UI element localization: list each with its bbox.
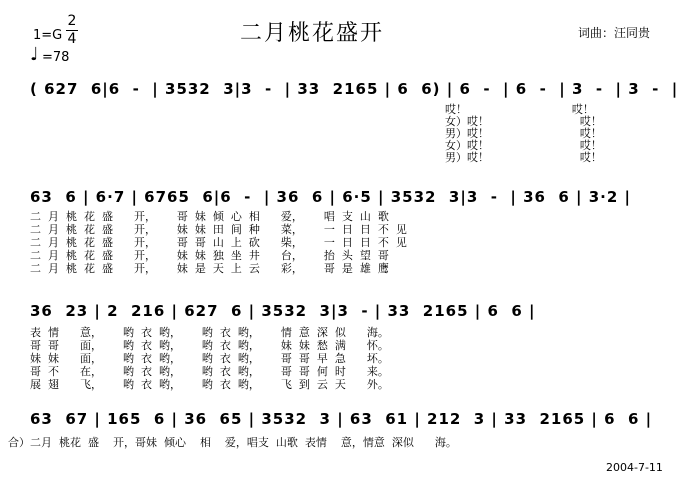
tempo: =78: [42, 50, 70, 65]
system-1-notes: ( 627 6|6 - | 3532 3|3 - | 33 2165 | 6 6) | 6 - | 6 - | 3 - | 3 - |: [30, 80, 679, 98]
lyric-line: 二 月 桃 花 盛 开， 哥 哥 山 上 砍 柴， 一 日 日 不 见: [30, 236, 407, 249]
system-1-lyrics: [445, 104, 602, 164]
chorus-lyrics: 合）二月 桃花 盛 开，哥妹 倾心 相 爱，唱支 山歌 表情 意，情意 深似 海。: [8, 436, 457, 449]
lyric-line: 女）哎！ 哎！: [445, 139, 602, 152]
date: 2004-7-11: [606, 461, 663, 474]
credit: 词曲：汪同贵: [578, 26, 651, 40]
key-signature: 1=G: [33, 28, 63, 43]
system-3-lyrics: [30, 326, 389, 391]
system-2-notes: 63 6 | 6·7 | 6765 6|6 - | 36 6 | 6·5 | 3532 3|3 - | 36 6 | 3·2 |: [30, 188, 632, 206]
lyric-line: 男）哎！ 哎！: [445, 151, 602, 164]
system-4-notes: 63 67 | 165 6 | 36 65 | 3532 3 | 63 61 | 212 3 | 33 2165 | 6 6 |: [30, 410, 653, 428]
lyric-line: 展 翅 飞， 哟 衣 哟， 哟 衣 哟， 飞 到 云 天 外。: [30, 378, 389, 391]
lyric-line: 二 月 桃 花 盛 开， 妹 妹 田 间 种 菜， 一 日 日 不 见: [30, 223, 407, 236]
system-2-lyrics: [30, 210, 407, 275]
meter-top: 2: [67, 13, 77, 29]
lyric-line: 男）哎！ 哎！: [445, 127, 602, 140]
lyric-line: 哎！ 哎！: [445, 103, 594, 116]
lyric-line: 二 月 桃 花 盛 开， 妹 是 天 上 云 彩， 哥 是 雄 鹰: [30, 262, 389, 275]
lyric-line: 妹 妹 面， 哟 衣 哟， 哟 衣 哟， 哥 哥 早 急 坏。: [30, 352, 389, 365]
lyric-line: 女）哎！ 哎！: [445, 115, 602, 128]
system-3-notes: 36 23 | 2 216 | 627 6 | 3532 3|3 - | 33 2165 | 6 6 |: [30, 302, 536, 320]
lyric-line: 表 情 意， 哟 衣 哟， 哟 衣 哟， 情 意 深 似 海。: [30, 326, 389, 339]
quarter-note-icon: ♩: [30, 44, 39, 65]
lyric-line: 二 月 桃 花 盛 开， 妹 妹 独 坐 井 台， 抬 头 望 哥: [30, 249, 389, 262]
time-signature: [66, 14, 78, 47]
meter-bottom: 4: [67, 31, 77, 47]
lyric-line: 二 月 桃 花 盛 开， 哥 妹 倾 心 相 爱， 唱 支 山 歌: [30, 210, 389, 223]
lyric-line: 哥 哥 面， 哟 衣 哟， 哟 衣 哟， 妹 妹 愁 满 怀。: [30, 339, 389, 352]
lyric-line: 哥 不 在， 哟 衣 哟， 哟 衣 哟， 哥 哥 何 时 来。: [30, 365, 389, 378]
song-title: 二月桃花盛开: [240, 21, 385, 46]
